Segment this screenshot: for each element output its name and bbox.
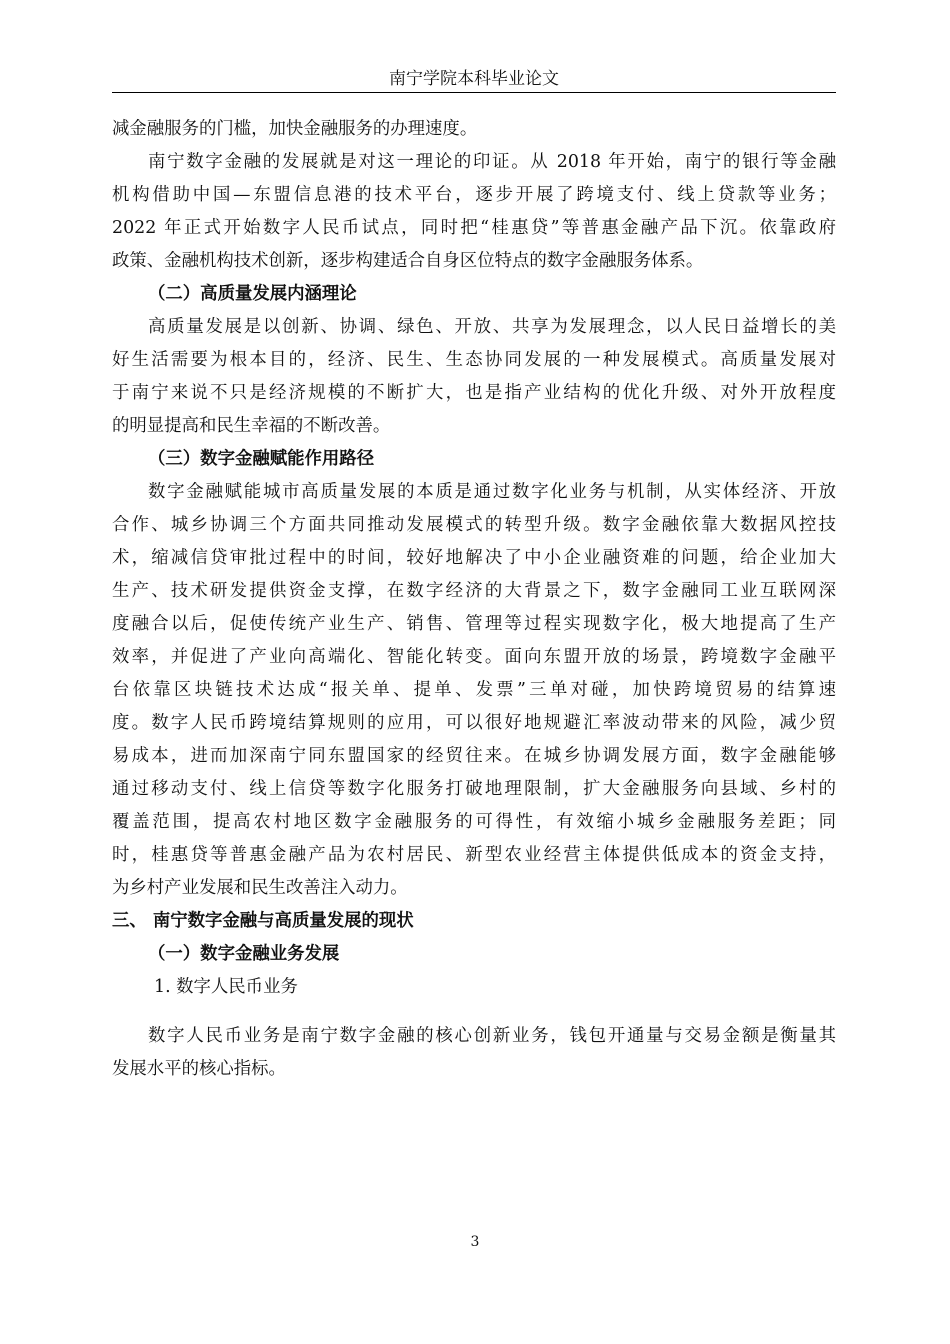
paragraph-line: 数字人民币业务是南宁数字金融的核心创新业务，钱包开通量与交易金额是衡量其 (148, 1026, 836, 1046)
paragraph-line: 合作、城乡协调三个方面共同推动发展模式的转型升级。数字金融依靠大数据风控技 (112, 515, 836, 535)
paragraph-line: 通过移动支付、线上信贷等数字化服务打破地理限制，扩大金融服务向县域、乡村的 (112, 779, 836, 799)
paragraph-line: 的明显提高和民生幸福的不断改善。 (112, 416, 391, 436)
paragraph-line: 数字金融赋能城市高质量发展的本质是通过数字化业务与机制，从实体经济、开放 (148, 482, 836, 502)
paragraph-line: 为乡村产业发展和民生改善注入动力。 (112, 878, 408, 898)
document-body (112, 113, 836, 1086)
paragraph-line: 好生活需要为根本目的，经济、民生、生态协同发展的一种发展模式。高质量发展对 (112, 350, 836, 370)
paragraph-line: 台依靠区块链技术达成“报关单、提单、发票”三单对碰，加快跨境贸易的结算速 (112, 680, 836, 700)
paragraph-line: 效率，并促进了产业向高端化、智能化转变。面向东盟开放的场景，跨境数字金融平 (112, 647, 836, 667)
header-divider (112, 92, 836, 93)
paragraph-line: 生产、技术研发提供资金支撑，在数字经济的大背景之下，数字金融同工业互联网深 (112, 581, 836, 601)
paragraph-line: 度融合以后，促使传统产业生产、销售、管理等过程实现数字化，极大地提高了生产 (112, 614, 836, 634)
paragraph-line: 高质量发展是以创新、协调、绿色、开放、共享为发展理念，以人民日益增长的美 (148, 317, 836, 337)
section-heading: （三）数字金融赋能作用路径 (148, 449, 375, 469)
paragraph-line: 政策、金融机构技术创新，逐步构建适合自身区位特点的数字金融服务体系。 (112, 251, 704, 271)
chapter-heading: 三、 南宁数字金融与高质量发展的现状 (112, 911, 414, 931)
paragraph-line: 减金融服务的门槛，加快金融服务的办理速度。 (112, 119, 478, 139)
section-heading: （一）数字金融业务发展 (148, 944, 340, 964)
paragraph-line: 于南宁来说不只是经济规模的不断扩大，也是指产业结构的优化升级、对外开放程度 (112, 383, 836, 403)
spacer (112, 1004, 836, 1020)
numbered-subheading: 1. 数字人民币业务 (154, 977, 298, 997)
paragraph-line: 易成本，进而加深南宁同东盟国家的经贸往来。在城乡协调发展方面，数字金融能够 (112, 746, 836, 766)
paragraph-line: 度。数字人民币跨境结算规则的应用，可以很好地规避汇率波动带来的风险，减少贸 (112, 713, 836, 733)
paragraph-line: 时，桂惠贷等普惠金融产品为农村居民、新型农业经营主体提供低成本的资金支持， (112, 845, 836, 865)
running-header: 南宁学院本科毕业论文 (389, 69, 559, 89)
paragraph-line: 机构借助中国—东盟信息港的技术平台，逐步开展了跨境支付、线上贷款等业务； (112, 185, 836, 205)
section-heading: （二）高质量发展内涵理论 (148, 284, 357, 304)
page-number: 3 (470, 1234, 480, 1250)
paragraph-line: 覆盖范围，提高农村地区数字金融服务的可得性，有效缩小城乡金融服务差距；同 (112, 812, 836, 832)
paragraph-line: 发展水平的核心指标。 (112, 1059, 286, 1079)
paragraph-line: 2022 年正式开始数字人民币试点，同时把“桂惠贷”等普惠金融产品下沉。依靠政府 (112, 218, 836, 238)
paragraph-line: 术，缩减信贷审批过程中的时间，较好地解决了中小企业融资难的问题，给企业加大 (112, 548, 836, 568)
paragraph-line: 南宁数字金融的发展就是对这一理论的印证。从 2018 年开始，南宁的银行等金融 (148, 152, 836, 172)
